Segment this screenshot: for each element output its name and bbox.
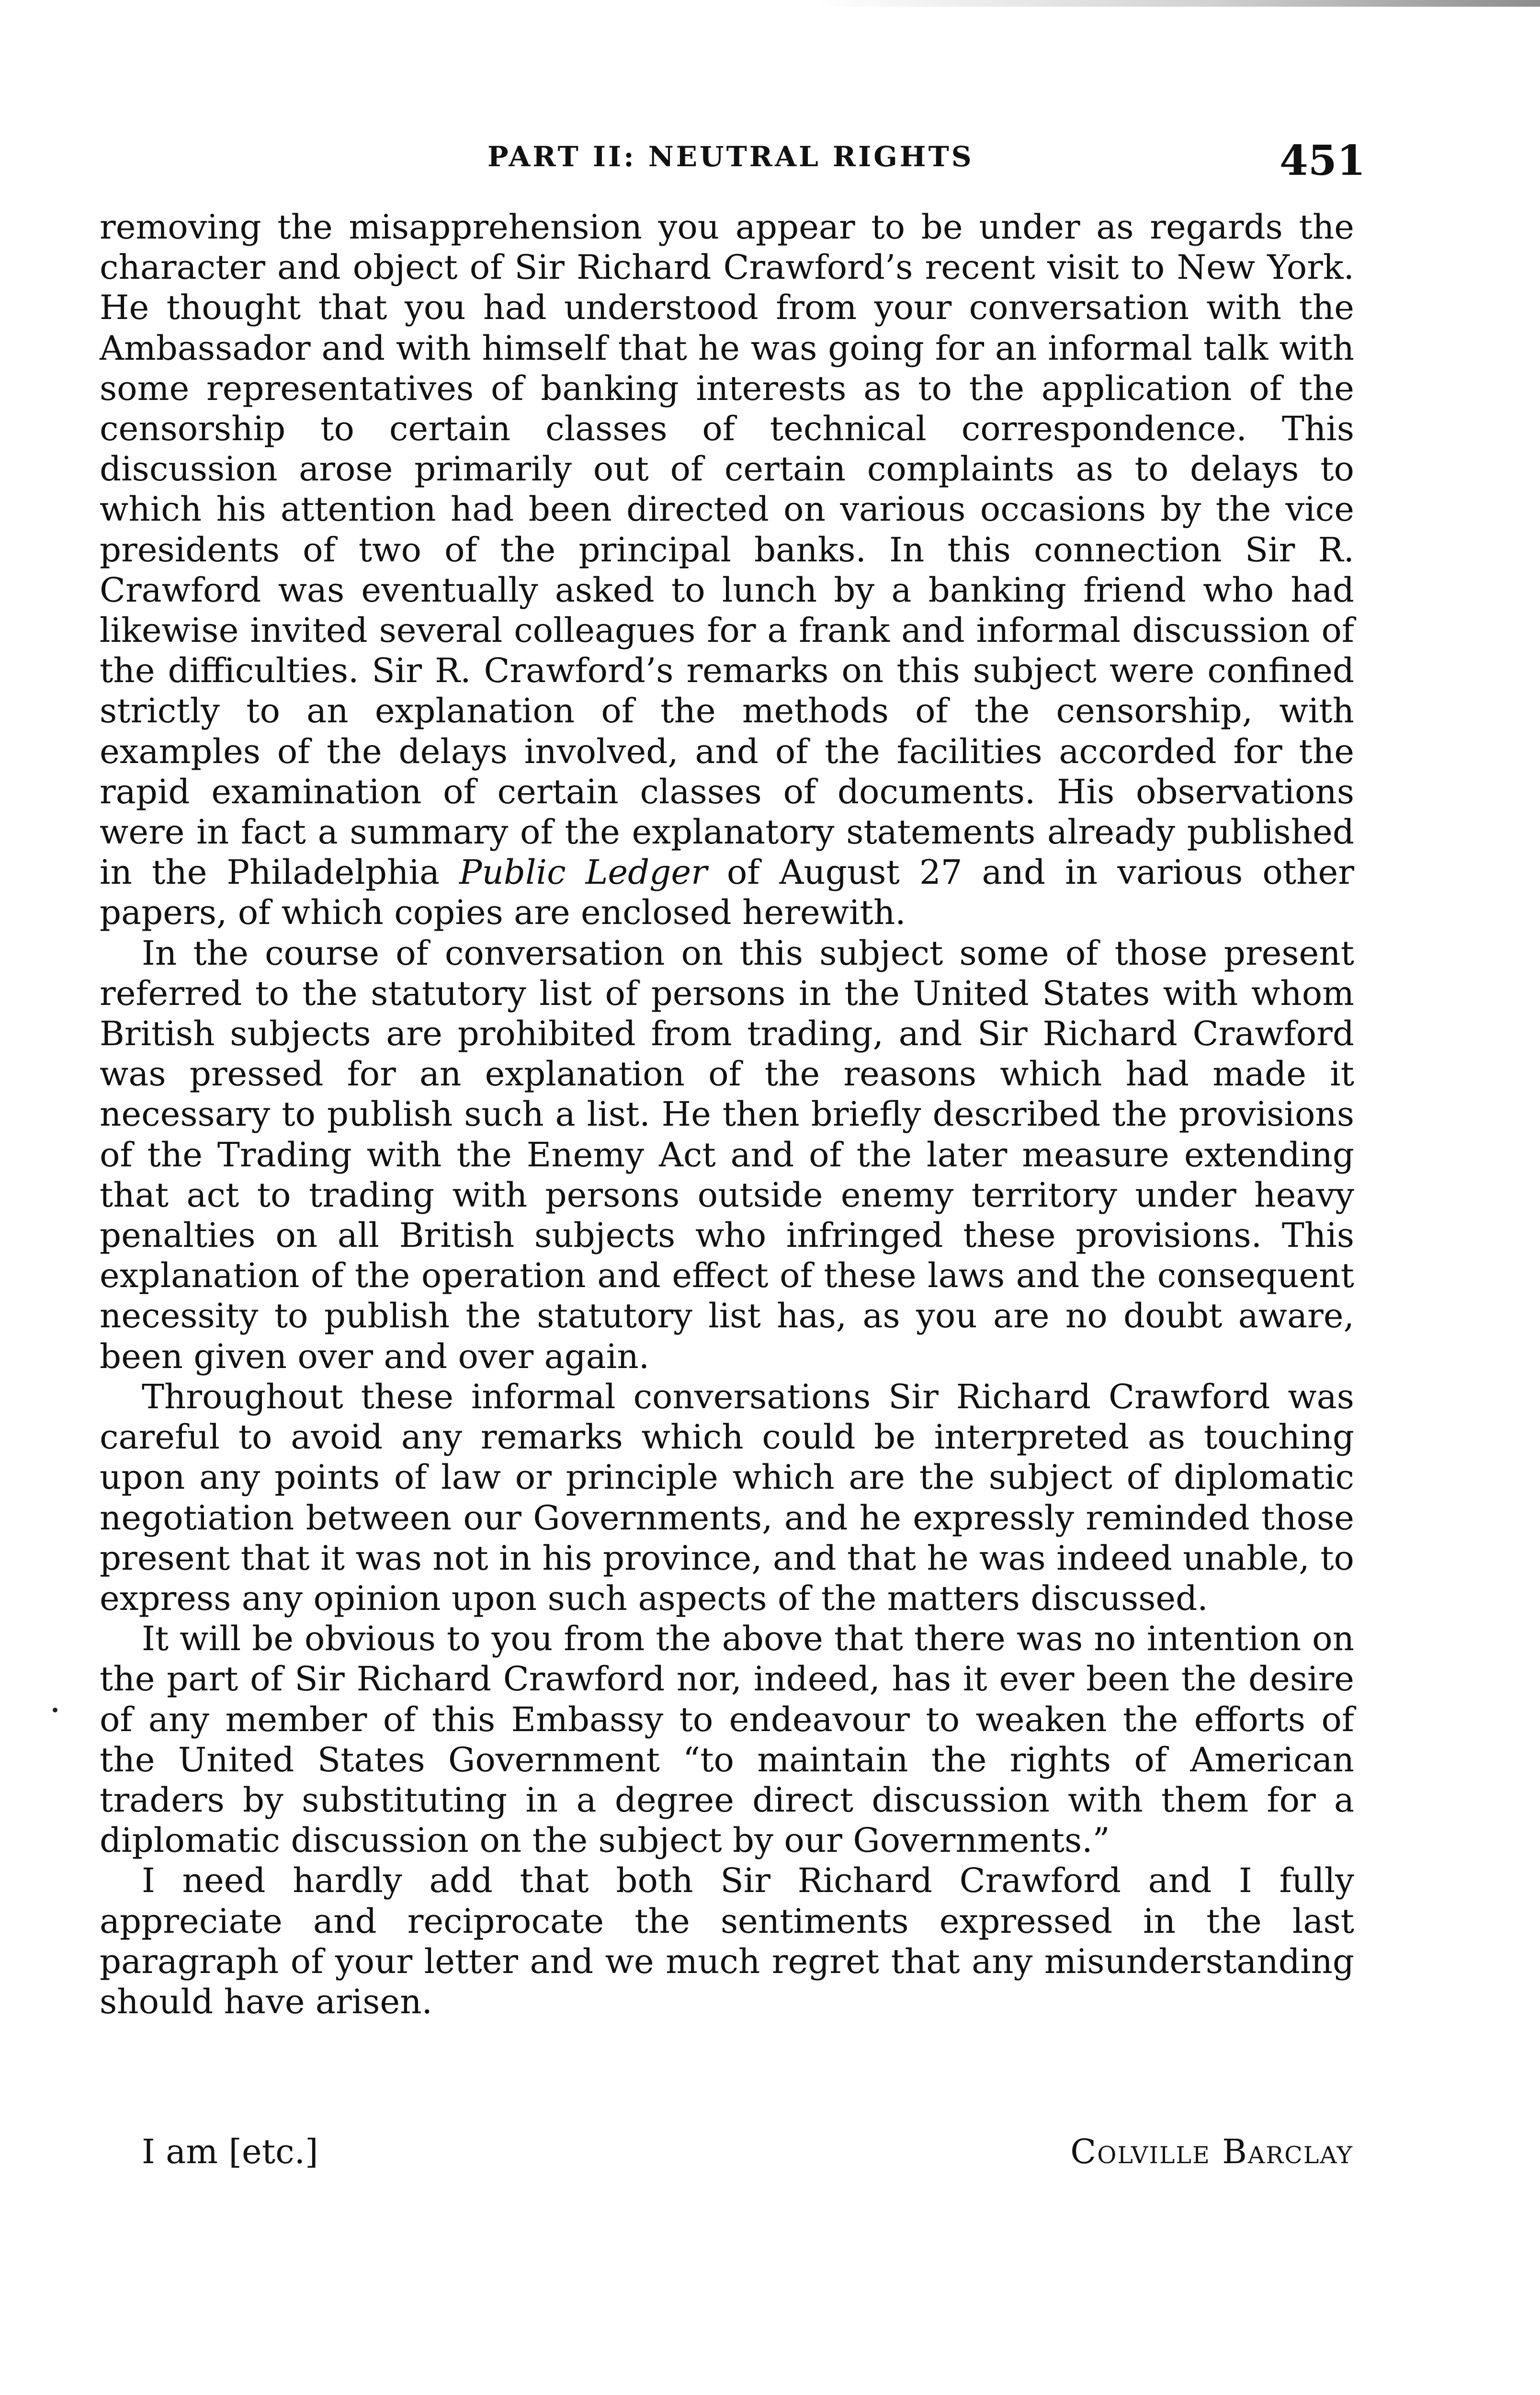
letter-body bbox=[100, 207, 1354, 2022]
scan-edge-shadow bbox=[814, 0, 1540, 7]
running-header bbox=[0, 137, 1540, 189]
running-title: PART II: NEUTRAL RIGHTS bbox=[487, 140, 974, 173]
paragraph-2: In the course of conversation on this subject some of those present referred to the statutory list of persons in the United States with whom British subjects are prohibited from trading, and Sir Richard Crawford was pressed for an explanation of the reasons which had made it necessary to publish such a list. He then briefly described the provisions of the Trading with the Enemy Act and of the later measure extending that act to trading with persons outside enemy territory under heavy penalties on all British subjects who infringed these provisions. This explanation of the operation and effect of these laws and the consequent necessity to publish the statutory list has, as you are no doubt aware, been given over and over again. bbox=[100, 933, 1354, 1376]
paragraph-3: Throughout these informal conversations Sir Richard Crawford was careful to avoid any remarks which could be interpreted as touching upon any points of law or principle which are the subject of diplomatic negotiation between our Governments, and he expressly reminded those present that it was not in his province, and that he was indeed unable, to express any opinion upon such aspects of the matters discussed. bbox=[100, 1377, 1354, 1618]
page-number: 451 bbox=[1280, 137, 1366, 185]
paragraph-1 bbox=[100, 207, 1354, 933]
closing-phrase: I am [etc.] bbox=[142, 2132, 318, 2171]
letter-closing bbox=[100, 2132, 1354, 2179]
newspaper-title: Public Ledger bbox=[459, 853, 707, 892]
paragraph-1-text-a: removing the misapprehension you appear to be under as regards the character and object of Sir Richard Crawford’s recent visit to New York. He thought that you had understood from your conversation with the Ambassador and with himself that he was going for an informal talk with some representatives of banking interests as to the application of the censorship to certain classes of technical correspondence. This discussion arose primarily out of certain complaints as to delays to which his attention had been directed on various occasions by the vice presidents of two of the principal banks. In this connection Sir R. Crawford was eventually asked to lunch by a banking friend who had likewise invited several colleagues for a frank and informal discussion of the difficulties. Sir R. Crawford’s remarks on this subject were confined strictly to an explanation of the methods of the censorship, with examples of the delays involved, and of the facilities accorded for the rapid examination of certain classes of documents. His observations were in fact a summary of the explanatory statements already published in the Philadelphia bbox=[100, 207, 1354, 892]
signature: Colville Barclay bbox=[1070, 2132, 1353, 2171]
paragraph-5: I need hardly add that both Sir Richard Crawford and I fully appreciate and reciprocate the sentiments expressed in the last paragraph of your letter and we much regret that any misunderstanding should have arisen. bbox=[100, 1861, 1354, 2021]
paragraph-4: It will be obvious to you from the above that there was no intention on the part of Sir Richard Crawford nor, indeed, has it ever been the desire of any member of this Embassy to endeavour to weaken the efforts of the United States Government “to maintain the rights of American traders by substituting in a degree direct discussion with them for a diplomatic discussion on the subject by our Governments.” bbox=[100, 1619, 1354, 1860]
paragraph-1-text-b: of August 27 and in various other papers, of which copies are enclosed herewith. bbox=[100, 853, 1354, 933]
margin-mark bbox=[53, 1708, 57, 1712]
